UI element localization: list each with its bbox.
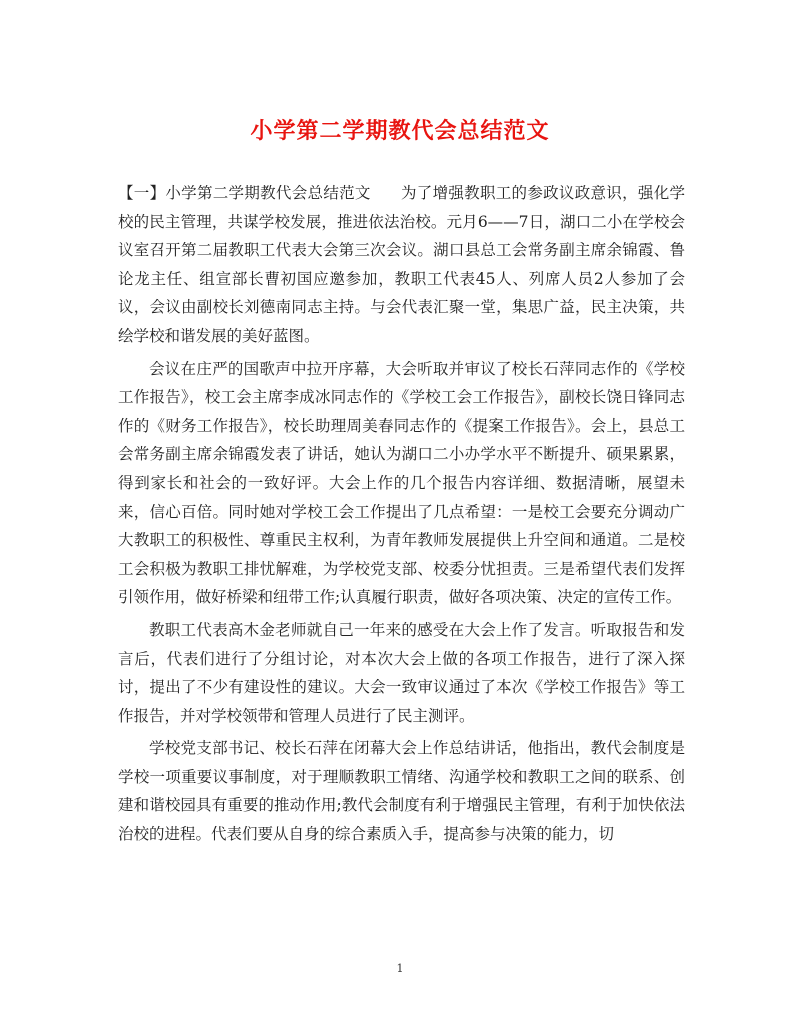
- page-number: 1: [396, 962, 404, 975]
- paragraph-4: 学校党支部书记、校长石萍在闭幕大会上作总结讲话，他指出，教代会制度是学校一项重要议事制度，对于理顺教职工情绪、沟通学校和教职工之间的联系、创建和谐校园具有重要的推动作用;教代会制度有利于增强民主管理，有利于加快依法治校的进程。代表们要从自身的综合素质入手，提高参与决策的能力，切: [118, 739, 685, 844]
- document-title: 小学第二学期教代会总结范文: [250, 119, 550, 144]
- paragraph-3: 教职工代表高木金老师就自己一年来的感受在大会上作了发言。听取报告和发言后，代表们进行了分组讨论，对本次大会上做的各项工作报告，进行了深入探讨，提出了不少有建设性的建议。大会一致审议通过了本次《学校工作报告》等工作报告，并对学校领带和管理人员进行了民主测评。: [118, 620, 685, 725]
- section-heading: 【一】小学第二学期教代会总结范文: [118, 184, 371, 202]
- paragraph-2: 会议在庄严的国歌声中拉开序幕，大会听取并审议了校长石萍同志作的《学校工作报告》，校工会主席李成冰同志作的《学校工会工作报告》，副校长饶日锋同志作的《财务工作报告》，校长助理周美春同志作的《提案工作报告》。会上，县总工会常务副主席余锦霞发表了讲话，她认为湖口二小办学水平不断提升、硕果累累，得到家长和社会的一致好评。大会上作的几个报告内容详细、数据清晰，展望未来，信心百倍。同时她对学校工会工作提出了几点希望：一是校工会要充分调动广大教职工的积极性、尊重民主权利，为青年教师发展提供上升空间和通道。二是校工会积极为教职工排忧解难，为学校党支部、校委分忧担责。三是希望代表们发挥引领作用，做好桥梁和纽带工作;认真履行职责，做好各项决策、决定的宣传工作。: [118, 359, 685, 607]
- paragraph-1: [118, 179, 685, 351]
- document-body: [118, 179, 685, 853]
- paragraph-1-text: 为了增强教职工的参政议政意识，强化学校的民主管理，共谋学校发展，推进依法治校。元月6——7日，湖口二小在学校会议室召开第二届教职工代表大会第三次会议。湖口县总工会常务副主席余锦霞、鲁论龙主任、组宣部长曹初国应邀参加，教职工代表45人、列席人员2人参加了会议，会议由副校长刘德南同志主持。与会代表汇聚一堂，集思广益，民主决策，共绘学校和谐发展的美好蓝图。: [118, 184, 685, 345]
